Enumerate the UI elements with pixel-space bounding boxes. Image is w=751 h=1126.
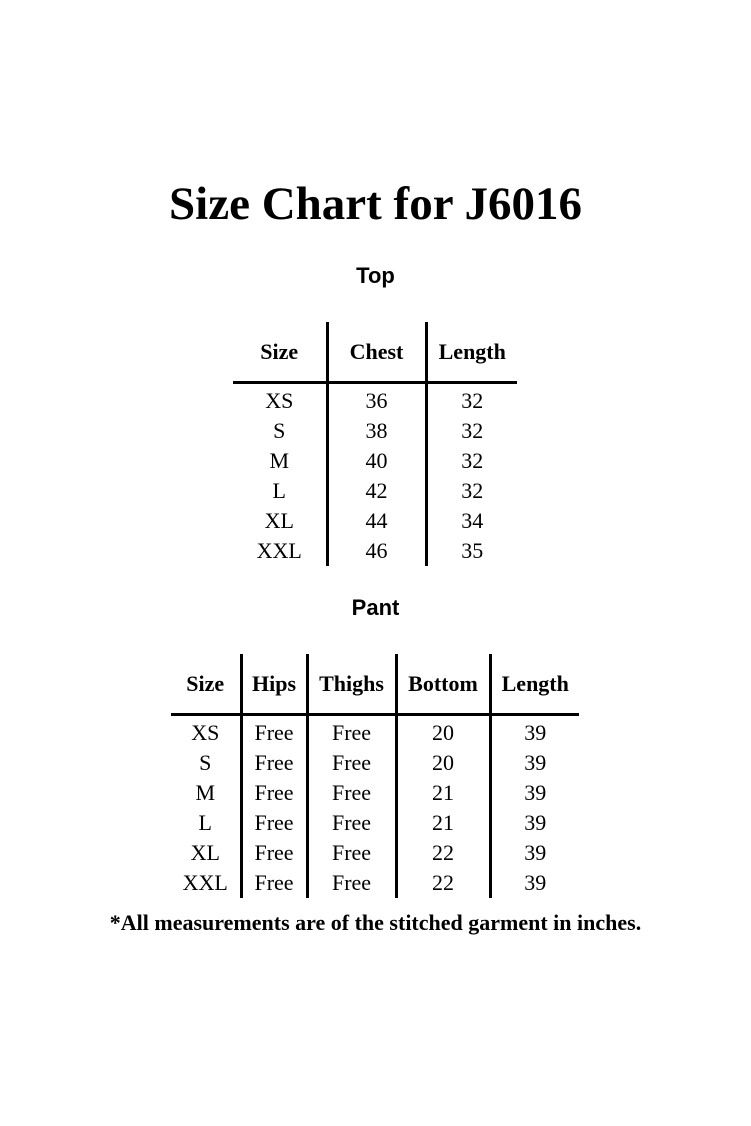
table-cell: 36: [327, 383, 426, 417]
table-cell: 39: [490, 868, 579, 898]
table-cell: 46: [327, 536, 426, 566]
table-header-row: [233, 322, 517, 383]
pant-size-table: [171, 654, 579, 898]
table-row: [171, 838, 579, 868]
table-cell: 42: [327, 476, 426, 506]
table-cell: Free: [307, 808, 396, 838]
column-header: Length: [426, 322, 517, 383]
table-cell: 22: [396, 838, 490, 868]
table-row: [233, 383, 517, 417]
table-cell: Free: [307, 868, 396, 898]
table-cell: S: [199, 750, 212, 775]
table-cell: XS: [191, 720, 220, 745]
table-row: [233, 536, 517, 566]
table-cell: 39: [490, 808, 579, 838]
table-cell: 39: [490, 748, 579, 778]
pant-section-heading: Pant: [351, 595, 400, 620]
table-cell: 44: [327, 506, 426, 536]
table-cell: 32: [426, 476, 517, 506]
measurement-footnote: *All measurements are of the stitched garment in inches.: [109, 910, 642, 935]
table-row: [171, 778, 579, 808]
table-cell: 39: [490, 715, 579, 749]
table-cell: L: [198, 810, 212, 835]
table-cell: 21: [396, 778, 490, 808]
column-header: Bottom: [396, 654, 490, 715]
table-cell: 38: [327, 416, 426, 446]
table-header-row: [171, 654, 579, 715]
table-cell: 21: [396, 808, 490, 838]
table-row: [233, 506, 517, 536]
table-cell: XL: [190, 840, 220, 865]
table-cell: Free: [307, 778, 396, 808]
table-cell: M: [195, 780, 216, 805]
table-cell: S: [273, 418, 286, 443]
table-row: [171, 715, 579, 749]
top-size-table: [233, 322, 517, 566]
column-header: Chest: [327, 322, 426, 383]
table-cell: 32: [426, 383, 517, 417]
table-cell: M: [269, 448, 290, 473]
table-cell: 39: [490, 838, 579, 868]
table-cell: 20: [396, 748, 490, 778]
table-cell: Free: [307, 748, 396, 778]
table-cell: 20: [396, 715, 490, 749]
column-header: Length: [490, 654, 579, 715]
table-row: [233, 446, 517, 476]
top-section-heading: Top: [356, 263, 395, 288]
table-row: [171, 868, 579, 898]
table-cell: Free: [241, 715, 307, 749]
table-cell: Free: [241, 808, 307, 838]
table-cell: L: [272, 478, 286, 503]
table-cell: XL: [264, 508, 294, 533]
table-cell: 35: [426, 536, 517, 566]
column-header: Hips: [241, 654, 307, 715]
table-row: [233, 416, 517, 446]
table-cell: Free: [241, 838, 307, 868]
table-cell: 39: [490, 778, 579, 808]
table-cell: 22: [396, 868, 490, 898]
table-cell: 32: [426, 416, 517, 446]
table-row: [171, 808, 579, 838]
table-cell: XXL: [182, 870, 228, 895]
column-header: Size: [171, 654, 241, 715]
table-cell: 32: [426, 446, 517, 476]
table-cell: XXL: [256, 538, 302, 563]
table-cell: Free: [241, 868, 307, 898]
table-row: [233, 476, 517, 506]
column-header: Thighs: [307, 654, 396, 715]
column-header: Size: [233, 322, 327, 383]
table-cell: XS: [265, 388, 294, 413]
table-cell: Free: [241, 778, 307, 808]
table-cell: 34: [426, 506, 517, 536]
page-title: Size Chart for J6016: [169, 178, 582, 230]
table-cell: Free: [307, 838, 396, 868]
table-cell: 40: [327, 446, 426, 476]
table-cell: Free: [241, 748, 307, 778]
table-cell: Free: [307, 715, 396, 749]
table-row: [171, 748, 579, 778]
